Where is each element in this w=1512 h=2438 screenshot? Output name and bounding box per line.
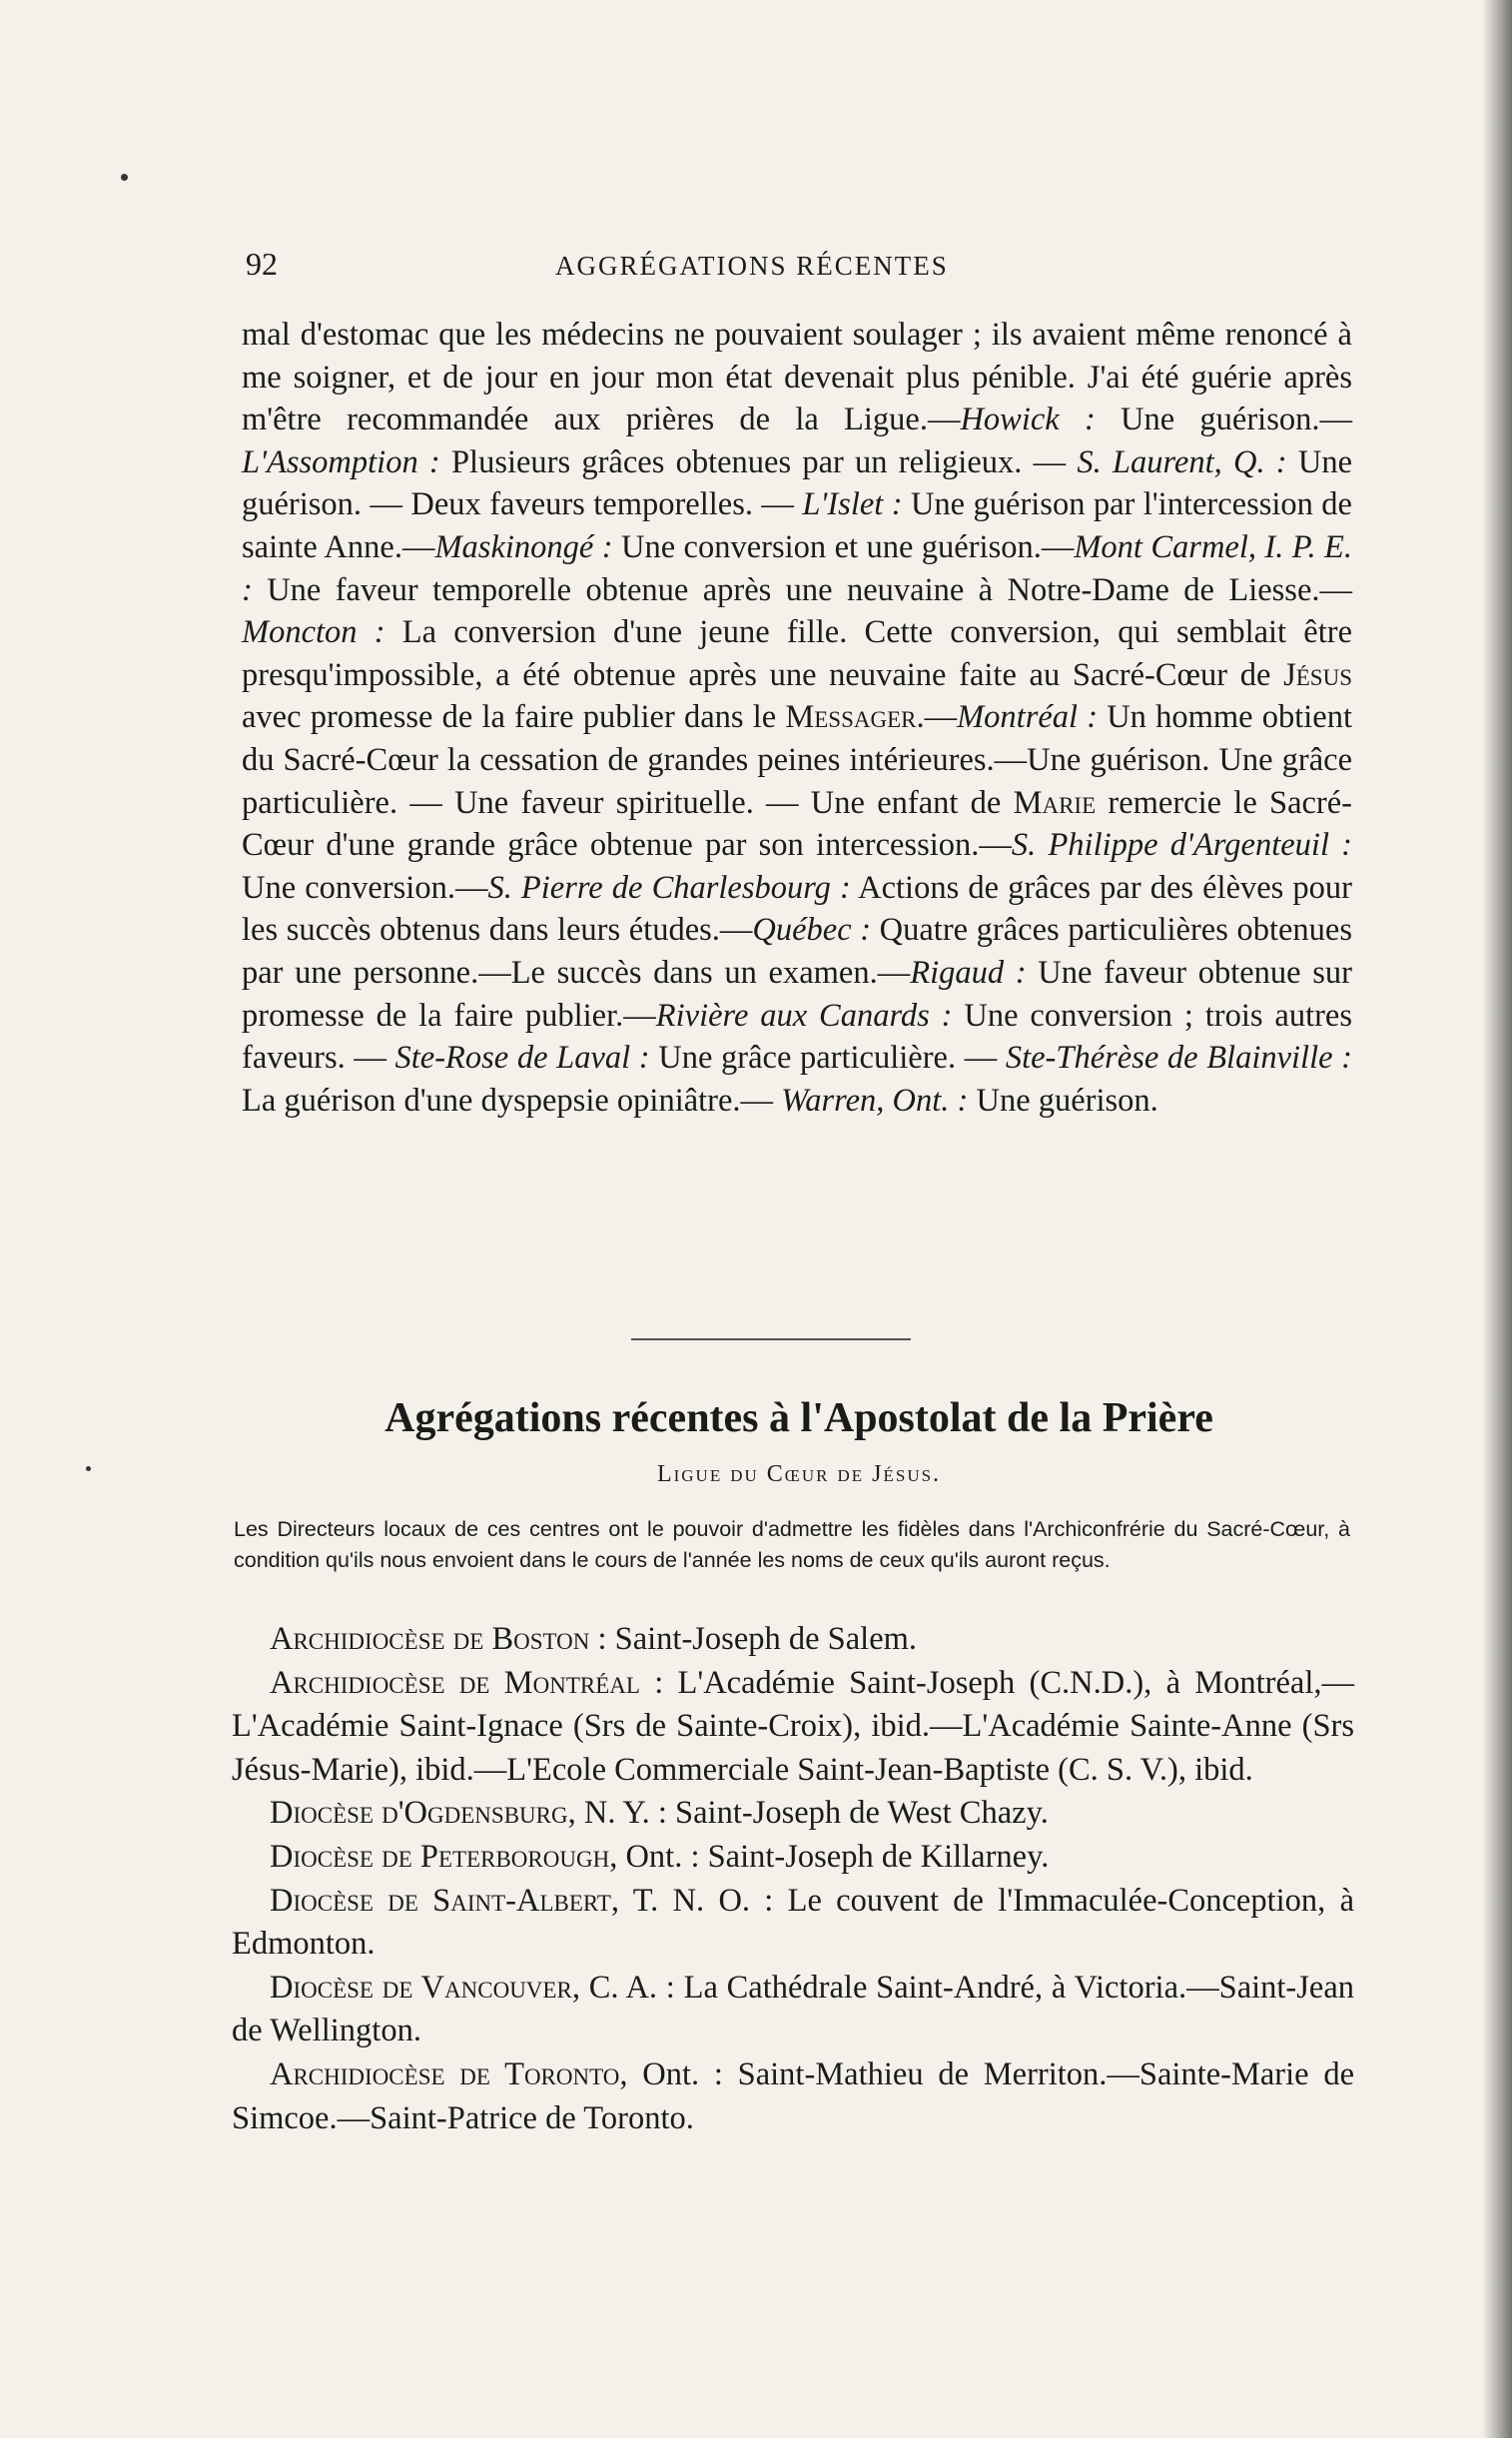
aggregation-entry [232,1836,1354,1880]
small-caps-word: Marie [1013,784,1097,821]
text-run: Un homme obtient du Sacré-Cœur la cessation de grandes peines intérieures.—Une guérison. Une grâce particulière. — Une faveur spirituelle. — Une enfant de [242,699,1353,821]
entry-diocese: Archidiocèse de Boston [270,1621,590,1657]
text-run: Actions de grâces par des élèves pour les succès obtenus dans leurs études.— [242,869,1352,949]
intro-paragraph [242,314,1352,1122]
aggregation-entry [232,1967,1354,2053]
text-run: La conversion d'une jeune fille. Cette conversion, qui semblait être presqu'impossible, a été obtenue après une neuvaine faite au Sacré-Cœur de [242,614,1352,693]
entry-details: : Saint-Joseph de Salem. [589,1621,918,1657]
entry-diocese: Diocèse de Vancouver [270,1969,572,2006]
ink-speck [86,1466,91,1471]
entry-diocese: Archidiocèse de Toronto [270,2055,620,2092]
section-title: Agrégations récentes à l'Apostolat de la Prière [384,1395,1213,1441]
place-name: S. Pierre de Charlesbourg : [487,869,851,906]
entry-diocese: Diocèse de Peterborough [270,1838,610,1875]
ink-speck [121,174,128,181]
place-name: Howick : [960,402,1096,438]
text-run: .— [916,699,958,736]
text-run: Une conversion.— [242,869,488,906]
section-subtitle: Ligue du Cœur de Jésus. [656,1461,942,1487]
page-edge-shadow [1482,0,1512,2438]
text-run: Une guérison par l'intercession de sainte Anne.— [242,486,1352,565]
place-name: Rivière aux Canards : [655,997,953,1034]
aggregation-entry [232,1792,1354,1836]
entry-details: , T. N. O. : Le couvent de l'Immaculée-Conception, à Edmonton. [232,1882,1354,1963]
text-run: Une grâce particulière. — [649,1040,1006,1077]
aggregation-list [232,1618,1354,2140]
intro-paragraph-container [242,314,1352,1122]
entry-details: , Ont. : Saint-Joseph de Killarney. [609,1838,1050,1875]
text-run: Une faveur obtenue sur promesse de la faire publier.— [242,954,1352,1034]
place-name: L'Assomption : [242,443,440,480]
place-name: S. Philippe d'Argenteuil : [1011,827,1353,864]
entry-details: , C. A. : La Cathédrale Saint-André, à Victoria.—Saint-Jean de Wellington. [232,1969,1354,2049]
place-name: L'Islet : [802,486,903,523]
place-name: Moncton : [242,614,385,651]
text-run: Quatre grâces particulières obtenues par une personne.—Le succès dans un examen.— [242,912,1352,991]
entry-details: , Ont. : Saint-Mathieu de Merriton.—Sainte-Marie de Simcoe.—Saint-Patrice de Toronto. [232,2055,1354,2136]
small-caps-word: Jésus [1283,656,1352,693]
text-run: Une guérison. [968,1082,1158,1119]
place-name: Rigaud : [910,954,1027,991]
place-name: Québec : [752,912,872,949]
section-notice: Les Directeurs locaux de ces centres ont le pouvoir d'admettre les fidèles dans l'Archiconfrérie du Sacré-Cœur, à condition qu'ils nous envoient dans le cours de l'année les noms de ceux qu'ils auront reçus. [234,1517,1350,1572]
entry-diocese: Diocèse de Saint-Albert [270,1882,611,1919]
place-name: Mont Carmel, I. P. E. : [242,528,1352,608]
page-number: 92 [246,246,278,282]
text-run: Plusieurs grâces obtenues par un religieux. — [439,443,1078,480]
entry-details: , N. Y. : Saint-Joseph de West Chazy. [567,1795,1049,1832]
text-run: La guérison d'une dyspepsie opiniâtre.— [242,1082,782,1119]
entry-details: : L'Académie Saint-Joseph (C.N.D.), à Montréal,—L'Académie Saint-Ignace (Srs de Sainte-Croix), ibid.—L'Académie Sainte-Anne (Srs Jésus-Marie), ibid.—L'Ecole Commerciale Saint-Jean-Baptiste (C. S. V.), ibid. [232,1664,1355,1788]
text-run: avec promesse de la faire publier dans le [242,699,786,736]
place-name: S. Laurent, Q. : [1077,443,1287,480]
place-name: Ste-Rose de Laval : [394,1040,650,1077]
text-run: Une faveur temporelle obtenue après une neuvaine à Notre-Dame de Liesse.— [252,571,1352,608]
aggregation-entry [232,1618,1354,1662]
place-name: Warren, Ont. : [781,1082,969,1119]
place-name: Maskinongé : [434,528,613,565]
place-name: Ste-Thérèse de Blainville : [1005,1040,1352,1077]
aggregation-entry [232,2053,1354,2140]
text-run: remercie le Sacré-Cœur d'une grande grâce obtenue par son intercession.— [242,784,1352,864]
text-run: Une conversion ; trois autres faveurs. — [242,997,1352,1077]
aggregation-entry [232,1662,1354,1793]
entry-diocese: Archidiocèse de Montréal [270,1664,640,1701]
text-run: mal d'estomac que les médecins ne pouvaient soulager ; ils avaient même renoncé à me soigner, et de jour en jour mon état devenait plus pénible. J'ai été guérie après m'être recommandée aux prières de la Ligue.— [242,317,1352,438]
running-head: AGGRÉGATIONS RÉCENTES [555,251,949,281]
small-caps-word: Messager [785,699,917,736]
aggregation-entry [232,1880,1354,1967]
entry-diocese: Diocèse d'Ogdensburg [270,1795,568,1832]
text-run: Une guérison.— [1095,402,1352,438]
text-run: Une guérison. — Deux faveurs temporelles. — [242,443,1352,523]
section-divider [631,1338,911,1340]
place-name: Montréal : [957,699,1099,736]
text-run: Une conversion et une guérison.— [612,528,1075,565]
